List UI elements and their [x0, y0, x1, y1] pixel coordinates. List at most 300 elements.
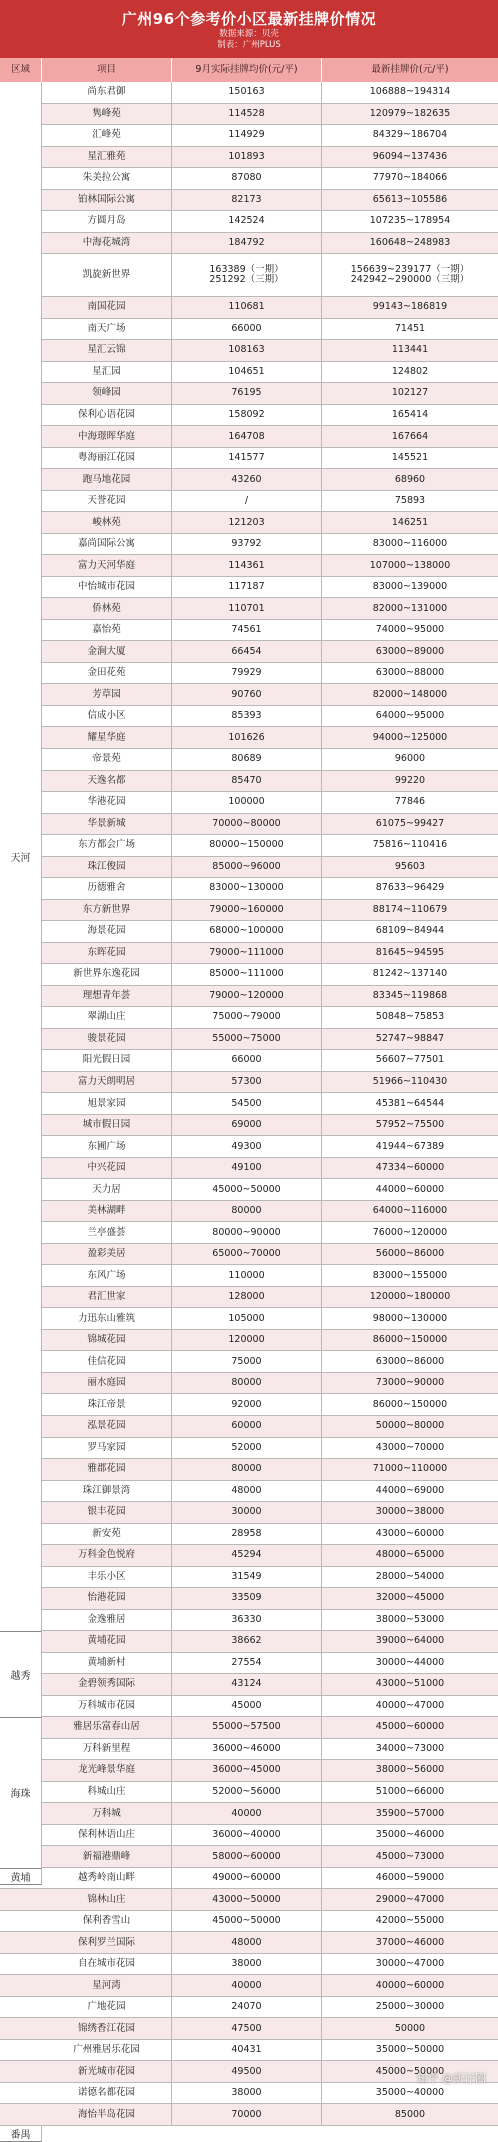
sept-price-cell: 52000 [172, 1438, 322, 1459]
latest-price-cell: 50848~75853 [375, 1011, 445, 1023]
latest-price-cell: 95603 [394, 860, 426, 872]
latest-price-cell: 63000~88000 [375, 667, 445, 679]
latest-price-cell: 98000~130000 [372, 1312, 448, 1324]
project-name-cell: 星汇雅苑 [42, 147, 172, 168]
table-row [0, 147, 498, 169]
sept-price-cell: 38000 [172, 1954, 322, 1975]
sept-price-cell: 163389（一期） 251292（三期） [172, 254, 322, 296]
header-sept-price: 9月实际挂牌均价(元/平) [172, 58, 322, 82]
sept-price-cell: 45000~50000 [172, 1179, 322, 1200]
latest-price-cell: 82000~131000 [372, 602, 448, 614]
project-name-cell: 信成小区 [42, 706, 172, 727]
sept-price-cell: 110681 [172, 297, 322, 318]
project-name-cell: 兰亭盛荟 [42, 1222, 172, 1243]
project-name-cell: 金涧大厦 [42, 641, 172, 662]
sept-price-cell: 87080 [172, 168, 322, 189]
table-row [0, 2104, 498, 2126]
latest-price-cell: 76000~120000 [372, 1226, 448, 1238]
latest-price-cell: 107000~138000 [369, 559, 451, 571]
sept-price-cell: 27554 [172, 1653, 322, 1674]
table-row [0, 1545, 498, 1567]
latest-price-cell: 48000~65000 [375, 1549, 445, 1561]
project-name-cell: 中兴花园 [42, 1158, 172, 1179]
table-row [0, 598, 498, 620]
sept-price-cell: 101626 [172, 727, 322, 748]
sept-price-cell: 66000 [172, 1050, 322, 1071]
latest-price-cell: 35000~50000 [375, 2044, 445, 2056]
sept-price-cell: 92000 [172, 1394, 322, 1415]
project-name-cell: 珠江俊园 [42, 857, 172, 878]
table-row [0, 1029, 498, 1051]
sept-price-cell: 47500 [172, 2018, 322, 2039]
latest-price-cell: 38000~53000 [375, 1613, 445, 1625]
project-name-cell: 耀星华庭 [42, 727, 172, 748]
sept-price-cell: 120000 [172, 1330, 322, 1351]
sept-price-cell: 90760 [172, 684, 322, 705]
latest-price-cell: 47334~60000 [375, 1162, 445, 1174]
latest-price-cell: 107235~178954 [369, 215, 451, 227]
project-name-cell: 汇峰苑 [42, 125, 172, 146]
project-name-cell: 丰乐小区 [42, 1567, 172, 1588]
table-row [0, 1631, 498, 1653]
table-row [0, 1567, 498, 1589]
table-row [0, 1481, 498, 1503]
project-name-cell: 万科城市花园 [42, 1696, 172, 1717]
table-row [0, 1932, 498, 1954]
table-row [0, 555, 498, 577]
sept-price-cell: 45000~50000 [172, 1911, 322, 1932]
sept-price-cell: 80000 [172, 1201, 322, 1222]
table-row [0, 1868, 498, 1890]
project-name-cell: 凯旋新世界 [42, 254, 172, 296]
data-source-note: 数据来源：贝壳 [219, 29, 279, 39]
latest-price-cell: 45000~60000 [375, 1721, 445, 1733]
project-name-cell: 侨林苑 [42, 598, 172, 619]
project-name-cell: 朱美拉公寓 [42, 168, 172, 189]
table-row [0, 405, 498, 427]
sept-price-cell: 83000~130000 [172, 878, 322, 899]
project-name-cell: 广地花园 [42, 1997, 172, 2018]
project-name-cell: 帝景苑 [42, 749, 172, 770]
sept-price-cell: 110000 [172, 1265, 322, 1286]
table-row [0, 426, 498, 448]
sept-price-cell: 79929 [172, 663, 322, 684]
sept-price-cell: 70000 [172, 2104, 322, 2125]
table-row [0, 814, 498, 836]
table-row [0, 491, 498, 513]
latest-price-cell: 68109~84944 [375, 925, 445, 937]
table-row [0, 2040, 498, 2062]
project-name-cell: 富力天朗明居 [42, 1072, 172, 1093]
table-row [0, 620, 498, 642]
project-name-cell: 海怡半岛花园 [42, 2104, 172, 2125]
sept-price-cell: 164708 [172, 426, 322, 447]
project-name-cell: 锦林山庄 [42, 1889, 172, 1910]
latest-price-cell: 65613~105586 [372, 193, 448, 205]
latest-price-cell: 56000~86000 [375, 1248, 445, 1260]
project-name-cell: 东风广场 [42, 1265, 172, 1286]
sept-price-cell: 80000 [172, 1459, 322, 1480]
latest-price-cell: 120979~182635 [369, 107, 451, 119]
latest-price-cell: 45000~50000 [375, 2065, 445, 2077]
project-name-cell: 海景花园 [42, 921, 172, 942]
sept-price-cell: 85393 [172, 706, 322, 727]
latest-price-cell: 75816~110416 [372, 839, 448, 851]
table-row [0, 1330, 498, 1352]
project-name-cell: 峻林苑 [42, 512, 172, 533]
latest-price-cell: 83000~139000 [372, 581, 448, 593]
table-row [0, 1351, 498, 1373]
table-row [0, 82, 498, 104]
sept-price-cell: 60000 [172, 1416, 322, 1437]
sept-price-cell: 110701 [172, 598, 322, 619]
project-name-cell: 跑马地花园 [42, 469, 172, 490]
table-row [0, 1653, 498, 1675]
project-name-cell: 星河湾 [42, 1975, 172, 1996]
project-name-cell: 盈彩美居 [42, 1244, 172, 1265]
project-name-cell: 君汇世家 [42, 1287, 172, 1308]
sept-price-cell: 55000~75000 [172, 1029, 322, 1050]
latest-price-cell: 43000~60000 [375, 1527, 445, 1539]
latest-price-cell: 52747~98847 [375, 1032, 445, 1044]
latest-price-cell: 61075~99427 [375, 817, 445, 829]
table-row [0, 1889, 498, 1911]
table-row [0, 663, 498, 685]
table-row [0, 1394, 498, 1416]
table-row [0, 512, 498, 534]
table-row [0, 1803, 498, 1825]
table-row [0, 641, 498, 663]
latest-price-cell: 64000~95000 [375, 710, 445, 722]
sept-price-cell: 85470 [172, 771, 322, 792]
sept-price-cell: 36000~45000 [172, 1760, 322, 1781]
sept-price-cell: 49000~60000 [172, 1868, 322, 1889]
table-row [0, 1050, 498, 1072]
project-name-cell: 万科金色悦府 [42, 1545, 172, 1566]
sept-price-cell: 38000 [172, 2083, 322, 2104]
latest-price-cell: 167664 [391, 430, 429, 442]
sept-price-cell: 49500 [172, 2061, 322, 2082]
project-name-cell: 骏景花园 [42, 1029, 172, 1050]
table-row [0, 1287, 498, 1309]
latest-price-cell: 71451 [394, 322, 426, 334]
sept-price-cell: 80689 [172, 749, 322, 770]
project-name-cell: 美林湖畔 [42, 1201, 172, 1222]
latest-price-cell: 74000~95000 [375, 624, 445, 636]
table-row [0, 727, 498, 749]
sept-price-cell: 141577 [172, 448, 322, 469]
page-title: 广州96个参考价小区最新挂牌价情况 [121, 10, 377, 28]
project-name-cell: 保利香雪山 [42, 1911, 172, 1932]
latest-price-cell: 64000~116000 [372, 1205, 448, 1217]
latest-price-cell: 96000 [394, 753, 426, 765]
table-row [0, 943, 498, 965]
sept-price-cell: 150163 [172, 82, 322, 103]
latest-price-cell: 165414 [391, 409, 429, 420]
sept-price-cell: 79000~160000 [172, 900, 322, 921]
project-name-cell: 天力居 [42, 1179, 172, 1200]
project-name-cell: 天逸名都 [42, 771, 172, 792]
table-row [0, 104, 498, 126]
latest-price-cell: 83345~119868 [372, 989, 448, 1001]
sept-price-cell: 104651 [172, 362, 322, 383]
latest-price-cell: 106888~194314 [369, 86, 451, 98]
latest-price-cell: 96094~137436 [372, 150, 448, 162]
sept-price-cell: 43124 [172, 1674, 322, 1695]
table-row [0, 706, 498, 728]
project-name-cell: 星汇云锦 [42, 340, 172, 361]
project-name-cell: 理想青年荟 [42, 986, 172, 1007]
latest-price-cell: 146251 [391, 516, 429, 528]
sept-price-cell: 108163 [172, 340, 322, 361]
project-name-cell: 翠湖山庄 [42, 1007, 172, 1028]
table-row [0, 1674, 498, 1696]
project-name-cell: 黄埔新村 [42, 1653, 172, 1674]
sept-price-cell: / [172, 491, 322, 512]
latest-price-cell: 50000 [394, 2022, 426, 2034]
table-row [0, 1093, 498, 1115]
sept-price-cell: 40000 [172, 1803, 322, 1824]
sept-price-cell: 24070 [172, 1997, 322, 2018]
latest-price-cell: 77846 [394, 796, 426, 808]
sept-price-cell: 55000~57500 [172, 1717, 322, 1738]
table-row [0, 190, 498, 212]
project-name-cell: 广州雅居乐花园 [42, 2040, 172, 2061]
latest-price-cell: 35900~57000 [375, 1807, 445, 1819]
table-row [0, 1222, 498, 1244]
project-name-cell: 新安苑 [42, 1524, 172, 1545]
region-cell: 番禺 [0, 2126, 42, 2142]
latest-price-cell: 46000~59000 [375, 1872, 445, 1884]
sept-price-cell: 31549 [172, 1567, 322, 1588]
project-name-cell: 科城山庄 [42, 1782, 172, 1803]
table-row [0, 1997, 498, 2019]
latest-price-cell: 30000~47000 [375, 1958, 445, 1970]
sept-price-cell: 43260 [172, 469, 322, 490]
latest-price-cell: 145521 [391, 452, 429, 464]
latest-price-cell: 45000~73000 [375, 1850, 445, 1862]
latest-price-cell: 73000~90000 [375, 1377, 445, 1389]
table-row [0, 684, 498, 706]
latest-price-cell: 37000~46000 [375, 1936, 445, 1948]
project-name-cell: 雅郡花园 [42, 1459, 172, 1480]
table-row [0, 2083, 498, 2105]
latest-price-cell: 83000~116000 [372, 538, 448, 550]
sept-price-cell: 69000 [172, 1115, 322, 1136]
latest-price-cell: 86000~150000 [372, 1334, 448, 1346]
project-name-cell: 诺德名都花园 [42, 2083, 172, 2104]
sept-price-cell: 38662 [172, 1631, 322, 1652]
project-name-cell: 万科新里程 [42, 1739, 172, 1760]
latest-price-cell: 32000~45000 [375, 1592, 445, 1604]
project-name-cell: 方圆月岛 [42, 211, 172, 232]
project-name-cell: 中怡城市花园 [42, 577, 172, 598]
latest-price-cell: 86000~150000 [372, 1398, 448, 1410]
project-name-cell: 城市假日园 [42, 1115, 172, 1136]
project-name-cell: 珠江帝景 [42, 1394, 172, 1415]
sept-price-cell: 49300 [172, 1136, 322, 1157]
project-name-cell: 历德雅舍 [42, 878, 172, 899]
sept-price-cell: 66000 [172, 319, 322, 340]
project-name-cell: 珠江御景湾 [42, 1481, 172, 1502]
latest-price-cell: 30000~44000 [375, 1656, 445, 1668]
project-name-cell: 保利心语花园 [42, 405, 172, 426]
sept-price-cell: 52000~56000 [172, 1782, 322, 1803]
project-name-cell: 旭景家园 [42, 1093, 172, 1114]
header-latest-price: 最新挂牌价(元/平) [371, 64, 449, 75]
latest-price-cell: 56607~77501 [375, 1054, 445, 1066]
project-name-cell: 阳光假日园 [42, 1050, 172, 1071]
project-name-cell: 东圃广场 [42, 1136, 172, 1157]
project-name-cell: 东晖花园 [42, 943, 172, 964]
table-row [0, 340, 498, 362]
table-row [0, 448, 498, 470]
project-name-cell: 万科城 [42, 1803, 172, 1824]
latest-price-cell: 63000~86000 [375, 1355, 445, 1367]
project-name-cell: 保利罗兰国际 [42, 1932, 172, 1953]
region-cell: 天河 [0, 82, 42, 1632]
table-row [0, 1588, 498, 1610]
sept-price-cell: 82173 [172, 190, 322, 211]
latest-price-cell: 99143~186819 [372, 301, 448, 313]
latest-price-cell: 88174~110679 [372, 903, 448, 915]
latest-price-cell: 39000~64000 [375, 1635, 445, 1647]
project-name-cell: 星汇园 [42, 362, 172, 383]
table-row [0, 254, 498, 297]
table-row [0, 577, 498, 599]
sept-price-cell: 66454 [172, 641, 322, 662]
project-name-cell: 金田花苑 [42, 663, 172, 684]
latest-price-cell: 38000~56000 [375, 1764, 445, 1776]
latest-price-cell: 40000~47000 [375, 1699, 445, 1711]
latest-price-cell: 44000~69000 [375, 1484, 445, 1496]
latest-price-cell: 120000~180000 [369, 1291, 451, 1303]
table-row [0, 534, 498, 556]
sept-price-cell: 93792 [172, 534, 322, 555]
sept-price-cell: 33509 [172, 1588, 322, 1609]
project-name-cell: 南天广场 [42, 319, 172, 340]
table-row [0, 1308, 498, 1330]
table-row [0, 1158, 498, 1180]
latest-price-cell: 156639~239177（一期） 242942~290000（三期） [350, 264, 470, 286]
sept-price-cell: 75000 [172, 1351, 322, 1372]
latest-price-cell: 81242~137140 [372, 968, 448, 980]
table-row [0, 792, 498, 814]
project-name-cell: 雅居乐富春山居 [42, 1717, 172, 1738]
latest-price-cell: 94000~125000 [372, 731, 448, 743]
sept-price-cell: 80000~150000 [172, 835, 322, 856]
table-row [0, 1717, 498, 1739]
table-row [0, 1610, 498, 1632]
table-row [0, 1846, 498, 1868]
sept-price-cell: 48000 [172, 1481, 322, 1502]
project-name-cell: 龙光峰景华庭 [42, 1760, 172, 1781]
region-cell: 海珠 [0, 1718, 42, 1869]
sept-price-cell: 80000~90000 [172, 1222, 322, 1243]
header-project: 项目 [42, 58, 172, 82]
table-row [0, 835, 498, 857]
project-name-cell: 自在城市花园 [42, 1954, 172, 1975]
table-row [0, 125, 498, 147]
table-row [0, 1954, 498, 1976]
project-name-cell: 铂林国际公寓 [42, 190, 172, 211]
latest-price-cell: 50000~80000 [375, 1420, 445, 1432]
table-row [0, 1201, 498, 1223]
table-header [0, 58, 498, 82]
price-table-body [0, 82, 498, 2141]
latest-price-cell: 29000~47000 [375, 1893, 445, 1905]
latest-price-cell: 45381~64544 [375, 1097, 445, 1109]
sept-price-cell: 75000~79000 [172, 1007, 322, 1028]
sept-price-cell: 76195 [172, 383, 322, 404]
sept-price-cell: 117187 [172, 577, 322, 598]
table-row [0, 297, 498, 319]
project-name-cell: 丽水庭园 [42, 1373, 172, 1394]
project-name-cell: 佳信花园 [42, 1351, 172, 1372]
sept-price-cell: 142524 [172, 211, 322, 232]
latest-price-cell: 83000~155000 [372, 1269, 448, 1281]
table-row [0, 1007, 498, 1029]
sept-price-cell: 40431 [172, 2040, 322, 2061]
project-name-cell: 新世界东逸花园 [42, 964, 172, 985]
latest-price-cell: 43000~70000 [375, 1441, 445, 1453]
project-name-cell: 锦绣香江花园 [42, 2018, 172, 2039]
table-row [0, 2018, 498, 2040]
sept-price-cell: 36000~46000 [172, 1739, 322, 1760]
latest-price-cell: 85000 [394, 2108, 426, 2120]
latest-price-cell: 25000~30000 [375, 2001, 445, 2013]
table-row [0, 1244, 498, 1266]
sept-price-cell: 45000 [172, 1696, 322, 1717]
project-name-cell: 华港花园 [42, 792, 172, 813]
latest-price-cell: 84329~186704 [372, 129, 448, 141]
project-name-cell: 尚东君御 [42, 82, 172, 103]
table-row [0, 878, 498, 900]
project-name-cell: 锦城花园 [42, 1330, 172, 1351]
sept-price-cell: 101893 [172, 147, 322, 168]
region-cell: 越秀 [0, 1632, 42, 1718]
project-name-cell: 中海璟晖华庭 [42, 426, 172, 447]
table-row [0, 1696, 498, 1718]
project-name-cell: 隽峰苑 [42, 104, 172, 125]
table-row [0, 857, 498, 879]
sept-price-cell: 79000~111000 [172, 943, 322, 964]
latest-price-cell: 41944~67389 [375, 1140, 445, 1152]
project-name-cell: 东方新世界 [42, 900, 172, 921]
latest-price-cell: 44000~60000 [375, 1183, 445, 1195]
table-row [0, 1373, 498, 1395]
table-row [0, 1072, 498, 1094]
table-row [0, 1136, 498, 1158]
table-row [0, 211, 498, 233]
project-name-cell: 天誉花园 [42, 491, 172, 512]
table-row [0, 469, 498, 491]
table-row [0, 749, 498, 771]
latest-price-cell: 113441 [391, 344, 429, 356]
table-row [0, 1265, 498, 1287]
sept-price-cell: 128000 [172, 1287, 322, 1308]
latest-price-cell: 63000~89000 [375, 645, 445, 657]
table-row [0, 964, 498, 986]
sept-price-cell: 65000~70000 [172, 1244, 322, 1265]
sept-price-cell: 105000 [172, 1308, 322, 1329]
table-row [0, 1524, 498, 1546]
sept-price-cell: 58000~60000 [172, 1846, 322, 1867]
project-name-cell: 金逸雅居 [42, 1610, 172, 1631]
latest-price-cell: 40000~60000 [375, 1979, 445, 1991]
sept-price-cell: 49100 [172, 1158, 322, 1179]
sept-price-cell: 68000~100000 [172, 921, 322, 942]
